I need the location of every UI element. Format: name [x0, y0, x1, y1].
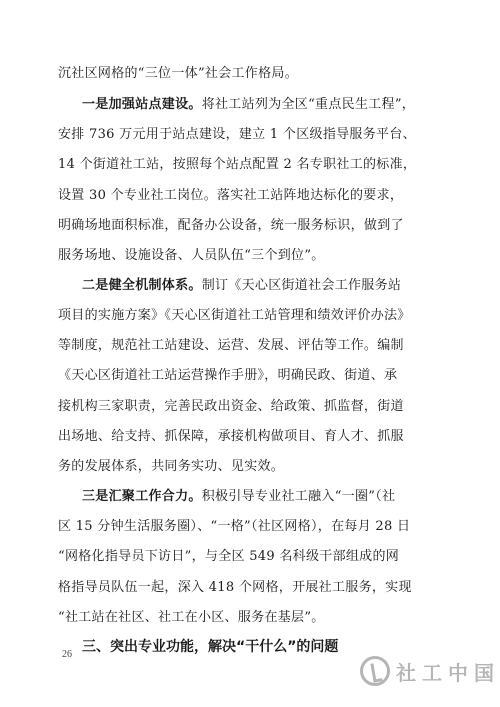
page-number: 26: [62, 649, 72, 660]
social-work-logo-icon: [360, 656, 390, 686]
section-heading: 三、突出专业功能，解决“干什么”的问题: [82, 639, 339, 655]
watermark: [360, 656, 500, 686]
text-line: 区 15 分钟生活服务圈）、“一格”（社区网格），在每月 28 日: [58, 519, 411, 534]
text-line: [82, 489, 452, 505]
text-line: 沉社区网格的“三位一体”社会工作格局。: [58, 66, 298, 81]
watermark-text: 社工中国: [396, 660, 500, 685]
paragraph-text: 积极引导专业社工融入“一圈”（社: [201, 489, 396, 504]
text-line: 格指导员队伍一起，深入 418 个网格，开展社工服务，实现: [58, 580, 412, 595]
text-line: 设置 30 个专业社工岗位。落实社工站阵地达标化的要求，: [58, 188, 404, 203]
text-line: 安排 736 万元用于站点建设，建立 1 个区级指导服务平台、: [58, 127, 416, 142]
text-line: 等制度，规范社工站建设、运营、发展、评估等工作。编制: [58, 338, 404, 353]
text-line: [82, 278, 452, 294]
text-line: 项目的实施方案》《天心区街道社工站管理和绩效评价办法》: [58, 308, 411, 323]
text-line: 接机构三家职责，完善民政出资金、给政策、抓监督，街道: [58, 399, 404, 414]
text-line: 出场地、给支持、抓保障，承接机构做项目、育人才、抓服: [58, 429, 404, 444]
paragraph-text: 制订《天心区街道社会工作服务站: [201, 278, 402, 293]
paragraph-lead: 二是健全机制体系。: [82, 278, 202, 293]
paragraph-text: 将社工站列为全区“重点民生工程”，: [201, 97, 416, 112]
text-line: “社工站在社区、社工在小区、服务在基层”。: [58, 610, 325, 625]
text-line: “网格化指导员下访日”，与全区 549 名科级干部组成的网: [58, 549, 400, 564]
text-line: 务的发展体系，共同务实功、见实效。: [58, 459, 285, 474]
paragraph-lead: 三是汇聚工作合力。: [82, 489, 202, 504]
text-line: 《天心区街道社工站运营操作手册》，明确民政、街道、承: [58, 368, 398, 383]
text-line: [82, 97, 452, 113]
paragraph-lead: 一是加强站点建设。: [82, 97, 202, 112]
text-line: 14 个街道社工站，按照每个站点配置 2 名专职社工的标准，: [58, 157, 417, 172]
text-line: 服务场地、设施设备、人员队伍“三个到位”。: [58, 248, 325, 263]
text-line: 明确场地面积标准，配备办公设备，统一服务标识，做到了: [58, 218, 404, 233]
